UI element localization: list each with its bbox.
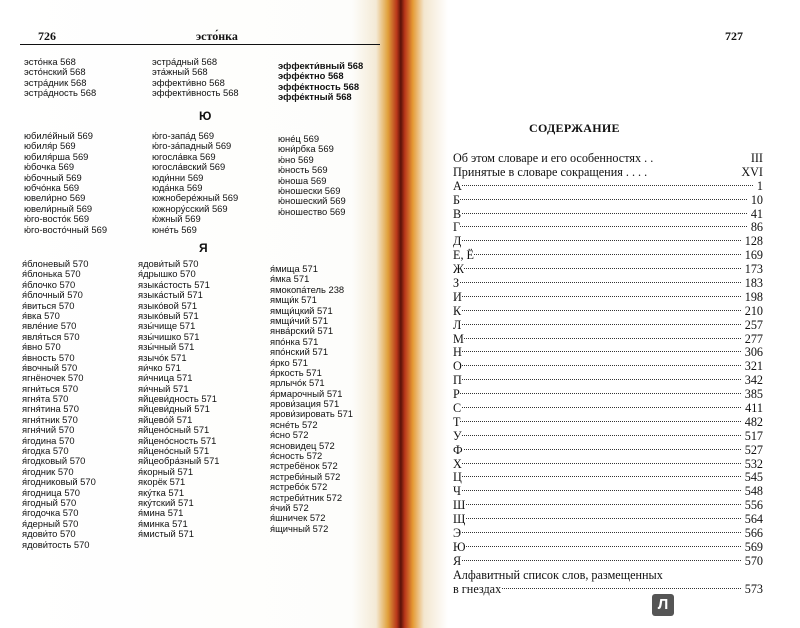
index-entry: я́вность 570 xyxy=(22,351,75,363)
toc-leader-dots xyxy=(453,240,763,241)
index-entry: ю́жный 569 xyxy=(152,213,201,225)
index-entry: языка́стый 571 xyxy=(138,289,203,301)
toc-leader-dots xyxy=(453,282,763,283)
toc-entry xyxy=(453,263,763,277)
letter-heading-ya: Я xyxy=(199,241,208,255)
toc-leader-dots xyxy=(453,463,763,464)
toc-leader-dots xyxy=(453,324,763,325)
index-entry: я́дерный 570 xyxy=(22,517,79,529)
index-entry: я́мища 571 xyxy=(270,263,318,274)
toc-entry-label: К xyxy=(453,303,462,318)
index-entry: эсто́нка 568 xyxy=(24,56,76,67)
toc-leader-dots xyxy=(453,435,763,436)
index-entry: я́блонька 570 xyxy=(22,268,81,280)
toc-entry-label: Принятые в словаре сокращения . . . . xyxy=(453,164,648,179)
index-entry: ю́ношески 569 xyxy=(278,184,341,196)
index-entry: я́дрышко 570 xyxy=(138,268,196,280)
index-entry: я́блочко 570 xyxy=(22,278,76,290)
column-ya-3 xyxy=(270,264,353,534)
toc-entry-page: 482 xyxy=(742,416,763,430)
toc-leader-dots xyxy=(453,421,763,422)
index-entry: эта́жный 568 xyxy=(152,66,208,78)
toc-entry xyxy=(453,402,763,416)
toc-entry xyxy=(453,180,763,194)
index-entry: ю́го-восто́чный 569 xyxy=(24,223,108,235)
column-yu-2 xyxy=(152,131,238,235)
index-entry: яйцеобра́зный 571 xyxy=(138,455,220,467)
toc-entry-label: Ж xyxy=(453,262,464,277)
toc-entry xyxy=(453,235,763,249)
toc-entry-page: 41 xyxy=(748,208,763,222)
toc-entry-label: Т xyxy=(453,414,461,429)
index-entry: япо́нский 571 xyxy=(270,346,329,358)
toc-leader-dots xyxy=(453,518,763,519)
toc-entry-page: 545 xyxy=(742,471,763,485)
toc-leader-dots xyxy=(453,490,763,491)
index-entry: юбиле́йный 569 xyxy=(24,130,93,141)
toc-entry xyxy=(453,444,763,458)
index-entry: ямщи́чий 571 xyxy=(270,314,329,326)
toc-entry-page: 1 xyxy=(754,180,763,194)
column-yu-1 xyxy=(24,131,107,235)
toc-entry-page: 411 xyxy=(742,402,763,416)
index-entry: юбиля́р 569 xyxy=(24,140,76,152)
toc-entry-page: XVI xyxy=(738,166,763,180)
index-entry: ядови́тый 570 xyxy=(138,258,199,269)
toc-leader-dots xyxy=(453,213,763,214)
toc-entry-page: 527 xyxy=(742,444,763,458)
index-entry: яйцено́сный 571 xyxy=(138,445,210,457)
toc-title: СОДЕРЖАНИЕ xyxy=(529,121,620,135)
index-entry: ю́го-восто́к 569 xyxy=(24,213,90,225)
toc-entry-label: Э xyxy=(453,526,462,541)
toc-entry-page: 570 xyxy=(742,555,763,569)
table-of-contents xyxy=(453,152,763,597)
index-entry: ястреби́тник 572 xyxy=(270,491,343,503)
toc-entry xyxy=(453,291,763,305)
index-entry: я́вно 570 xyxy=(22,341,61,353)
index-entry: ямокопа́тель 238 xyxy=(270,283,345,295)
index-entry: язы́чишко 571 xyxy=(138,330,200,342)
toc-entry xyxy=(453,277,763,291)
toc-entry xyxy=(453,471,763,485)
toc-entry xyxy=(453,152,763,166)
toc-entry-label: Н xyxy=(453,345,462,360)
index-entry: я́корный 571 xyxy=(138,465,194,477)
toc-leader-dots xyxy=(453,476,763,477)
index-entry: ягня́тина 570 xyxy=(22,403,79,415)
column-e-2 xyxy=(152,57,239,99)
toc-leader-dots xyxy=(453,407,763,408)
toc-entry xyxy=(453,388,763,402)
index-entry: я́сность 572 xyxy=(270,450,323,462)
toc-entry-page: 532 xyxy=(742,458,763,472)
toc-entry-label: Р xyxy=(453,387,460,402)
toc-leader-dots xyxy=(453,226,763,227)
index-entry: якорёк 571 xyxy=(138,476,186,488)
toc-entry-page: 548 xyxy=(742,485,763,499)
toc-entry-page: 257 xyxy=(742,319,763,333)
index-entry: я́годковый 570 xyxy=(22,455,86,467)
index-entry: я́блоневый 570 xyxy=(22,258,89,269)
toc-leader-dots xyxy=(453,393,763,394)
index-entry: я́чий 572 xyxy=(270,501,309,513)
index-entry: ю́ноша 569 xyxy=(278,174,327,186)
toc-entry-page: 556 xyxy=(742,499,763,513)
toc-leader-dots xyxy=(453,338,763,339)
toc-entry-page: III xyxy=(748,152,763,166)
index-entry: югосла́вский 569 xyxy=(152,161,226,173)
index-entry: языко́вой 571 xyxy=(138,299,198,311)
index-entry: ястребо́к 572 xyxy=(270,481,328,493)
toc-entry xyxy=(453,194,763,208)
toc-entry xyxy=(453,499,763,513)
index-entry: я́мина 571 xyxy=(138,507,184,519)
toc-leader-dots xyxy=(453,185,763,186)
toc-entry xyxy=(453,527,763,541)
toc-entry-label: Ч xyxy=(453,484,461,499)
toc-entry-page: 573 xyxy=(742,583,763,597)
index-entry: я́мка 571 xyxy=(270,273,310,285)
index-entry: ястребёнок 572 xyxy=(270,460,338,472)
column-yu-3 xyxy=(278,134,346,217)
index-entry: ювели́рный 569 xyxy=(24,202,93,214)
index-entry: я́годка 570 xyxy=(22,445,69,457)
index-entry: ю́ношеский 569 xyxy=(278,195,346,207)
toc-entry-label: У xyxy=(453,428,462,443)
toc-entry-page: 169 xyxy=(742,249,763,263)
index-entry: ястреби́ный 572 xyxy=(270,470,341,482)
index-entry: эффекти́вно 568 xyxy=(152,76,225,88)
index-entry: южнору́сский 569 xyxy=(152,202,228,214)
index-entry: я́виться 570 xyxy=(22,299,75,311)
index-entry: яйцено́сность 571 xyxy=(138,434,217,446)
index-entry: ягня́чий 570 xyxy=(22,424,75,436)
index-entry: я́година 570 xyxy=(22,434,75,446)
watermark-badge: Л xyxy=(652,594,674,616)
toc-entry-page: 173 xyxy=(742,263,763,277)
toc-entry xyxy=(453,430,763,444)
index-entry: я́годный 570 xyxy=(22,496,77,508)
toc-entry-label: Б xyxy=(453,192,460,207)
index-entry: ю́го-за́падный 569 xyxy=(152,140,232,152)
toc-entry-page: 385 xyxy=(742,388,763,402)
toc-leader-dots xyxy=(453,254,763,255)
toc-entry-page: 198 xyxy=(742,291,763,305)
toc-entry xyxy=(453,360,763,374)
index-entry: яку́тка 571 xyxy=(138,486,185,498)
column-e-3 xyxy=(278,61,363,103)
index-entry: явля́ться 570 xyxy=(22,330,80,342)
index-entry: юди́нни 569 xyxy=(152,171,204,183)
toc-entry xyxy=(453,374,763,388)
index-entry: ярови́зация 571 xyxy=(270,398,340,410)
index-entry: явле́ние 570 xyxy=(22,320,77,332)
toc-leader-dots xyxy=(453,351,763,352)
index-entry: ярови́зировать 571 xyxy=(270,408,353,420)
index-entry: юне́ть 569 xyxy=(152,223,197,235)
index-entry: яйцево́й 571 xyxy=(138,413,193,425)
index-entry: язы́чный 571 xyxy=(138,341,195,353)
index-entry: ягня́тник 570 xyxy=(22,413,78,425)
index-entry: яйцено́сный 571 xyxy=(138,424,210,436)
left-page xyxy=(0,0,395,628)
toc-entry-label: Ф xyxy=(453,442,463,457)
toc-entry xyxy=(453,333,763,347)
toc-leader-dots xyxy=(453,532,763,533)
toc-entry-label: Д xyxy=(453,234,462,249)
toc-entry xyxy=(453,208,763,222)
toc-entry xyxy=(453,319,763,333)
page-number-left: 726 xyxy=(38,29,56,43)
toc-leader-dots xyxy=(453,449,763,450)
toc-leader-dots xyxy=(453,310,763,311)
toc-entry-label: О xyxy=(453,359,462,374)
toc-entry-label: А xyxy=(453,178,462,193)
index-entry: ю́бочный 569 xyxy=(24,171,82,183)
toc-entry-page: 342 xyxy=(742,374,763,388)
index-entry: я́блочный 570 xyxy=(22,289,83,301)
index-entry: языко́вый 571 xyxy=(138,309,199,321)
toc-entry xyxy=(453,485,763,499)
index-entry: эффе́ктный 568 xyxy=(278,91,352,103)
column-ya-2 xyxy=(138,259,220,540)
toc-entry-label: Е, Ё xyxy=(453,248,474,263)
toc-entry-page: 569 xyxy=(742,541,763,555)
toc-entry xyxy=(453,166,763,180)
header-rule xyxy=(20,44,380,45)
index-entry: южнобере́жный 569 xyxy=(152,192,239,204)
index-entry: я́вка 570 xyxy=(22,309,60,321)
index-entry: я́вочный 570 xyxy=(22,361,78,373)
toc-entry-label: Алфавитный список слов, размещенных xyxy=(453,567,663,582)
toc-entry-label: Л xyxy=(453,317,462,332)
index-entry: яи́чный 571 xyxy=(138,382,189,394)
index-entry: юда́нка 569 xyxy=(152,181,203,193)
index-entry: ясне́ть 572 xyxy=(270,418,318,430)
index-entry: я́ркость 571 xyxy=(270,366,322,378)
letter-heading-yu: Ю xyxy=(199,109,212,123)
toc-entry-label: Х xyxy=(453,456,462,471)
toc-entry-page: 183 xyxy=(742,277,763,291)
index-entry: яи́чко 571 xyxy=(138,361,181,373)
toc-entry xyxy=(453,305,763,319)
toc-entry-label: Ш xyxy=(453,498,466,513)
toc-entry-label: П xyxy=(453,373,462,388)
toc-leader-dots xyxy=(453,546,763,547)
index-entry: ясновидец 572 xyxy=(270,439,335,451)
index-entry: я́рмарочный 571 xyxy=(270,387,343,399)
index-entry: юбиля́рша 569 xyxy=(24,150,89,162)
index-entry: ю́ность 569 xyxy=(278,164,328,176)
index-entry: язычо́к 571 xyxy=(138,351,187,363)
index-entry: я́годочка 570 xyxy=(22,507,79,519)
index-entry: я́минка 571 xyxy=(138,517,188,529)
toc-entry xyxy=(453,569,763,583)
index-entry: яйцеви́дность 571 xyxy=(138,393,217,405)
index-entry: я́сно 572 xyxy=(270,429,309,441)
index-entry: югосла́вка 569 xyxy=(152,150,216,162)
toc-entry xyxy=(453,221,763,235)
toc-entry-page: 86 xyxy=(748,221,763,235)
index-entry: ярлычо́к 571 xyxy=(270,377,325,389)
toc-entry-label: в гнездах xyxy=(453,581,502,596)
column-e-1 xyxy=(24,57,96,99)
index-entry: янва́рский 571 xyxy=(270,325,334,337)
index-entry: юбчо́нка 569 xyxy=(24,181,80,193)
toc-entry-label: Щ xyxy=(453,512,466,527)
toc-entry-page: 306 xyxy=(742,346,763,360)
toc-leader-dots xyxy=(453,560,763,561)
toc-leader-dots xyxy=(453,504,763,505)
index-entry: языка́стость 571 xyxy=(138,278,210,290)
index-entry: юне́ц 569 xyxy=(278,133,320,144)
toc-leader-dots xyxy=(453,199,763,200)
index-entry: ювели́рно 569 xyxy=(24,192,86,204)
column-ya-1 xyxy=(22,259,96,550)
toc-entry-label: Об этом словаре и его особенностях . . xyxy=(453,151,654,165)
index-entry: ямщи́к 571 xyxy=(270,294,317,306)
toc-entry-page: 10 xyxy=(748,194,763,208)
index-entry: ямщи́цкий 571 xyxy=(270,304,333,316)
index-entry: я́шничек 572 xyxy=(270,512,326,524)
toc-entry xyxy=(453,513,763,527)
index-entry: язы́чище 571 xyxy=(138,320,196,332)
toc-entry-label: Г xyxy=(453,220,461,235)
index-entry: яи́чница 571 xyxy=(138,372,193,384)
index-entry: япо́нка 571 xyxy=(270,335,319,347)
page-number-right: 727 xyxy=(725,29,743,43)
index-entry: эстра́дность 568 xyxy=(24,87,97,99)
toc-entry-label: И xyxy=(453,289,462,304)
index-entry: яйцеви́дный 571 xyxy=(138,403,210,415)
index-entry: эффекти́вность 568 xyxy=(152,87,239,99)
index-entry: я́годник 570 xyxy=(22,465,74,477)
index-entry: эффе́ктно 568 xyxy=(278,70,344,82)
toc-entry xyxy=(453,346,763,360)
toc-entry-page: 321 xyxy=(742,360,763,374)
index-entry: эсто́нский 568 xyxy=(24,66,86,78)
index-entry: я́годница 570 xyxy=(22,486,81,498)
index-entry: я́мистый 571 xyxy=(138,528,194,540)
index-entry: ягни́ться 570 xyxy=(22,382,79,394)
index-entry: ядови́то 570 xyxy=(22,528,76,540)
toc-entry-page: 517 xyxy=(742,430,763,444)
index-entry: ягня́та 570 xyxy=(22,393,69,405)
index-entry: ю́го-запа́д 569 xyxy=(152,130,215,141)
running-head: эсто́нка xyxy=(196,29,238,43)
toc-entry-label: З xyxy=(453,276,460,291)
toc-entry-label: Ю xyxy=(453,539,466,554)
toc-entry-page: 128 xyxy=(742,235,763,249)
index-entry: эстра́дник 568 xyxy=(24,76,87,88)
index-entry: ядови́тость 570 xyxy=(22,538,90,550)
toc-entry-label: С xyxy=(453,401,462,416)
toc-entry xyxy=(453,541,763,555)
toc-leader-dots xyxy=(453,379,763,380)
index-entry: ю́ношество 569 xyxy=(278,205,346,217)
index-entry: юни́рбка 569 xyxy=(278,143,334,155)
index-entry: я́рко 571 xyxy=(270,356,308,368)
index-entry: ю́бочка 569 xyxy=(24,161,75,173)
index-entry: ю́но 569 xyxy=(278,153,314,165)
toc-entry-page: 210 xyxy=(742,305,763,319)
index-entry: эффекти́вный 568 xyxy=(278,60,364,71)
toc-leader-dots xyxy=(453,296,763,297)
index-entry: я́щичный 572 xyxy=(270,522,329,534)
right-page xyxy=(405,0,800,628)
index-entry: яку́тский 571 xyxy=(138,496,194,508)
toc-entry xyxy=(453,555,763,569)
toc-entry-label: В xyxy=(453,206,462,221)
toc-entry-label: Ц xyxy=(453,470,462,485)
toc-entry-page: 566 xyxy=(742,527,763,541)
index-entry: эффе́ктность 568 xyxy=(278,80,360,92)
index-entry: эстра́дный 568 xyxy=(152,56,218,67)
toc-entry xyxy=(453,416,763,430)
toc-entry xyxy=(453,249,763,263)
toc-entry-label: М xyxy=(453,331,464,346)
index-entry: ягнёночек 570 xyxy=(22,372,84,384)
toc-entry-page: 564 xyxy=(742,513,763,527)
toc-leader-dots xyxy=(453,365,763,366)
toc-entry xyxy=(453,583,763,597)
toc-entry xyxy=(453,458,763,472)
toc-entry-label: Я xyxy=(453,553,462,568)
index-entry: я́годниковый 570 xyxy=(22,476,96,488)
toc-leader-dots xyxy=(453,268,763,269)
toc-entry-page: 277 xyxy=(742,333,763,347)
